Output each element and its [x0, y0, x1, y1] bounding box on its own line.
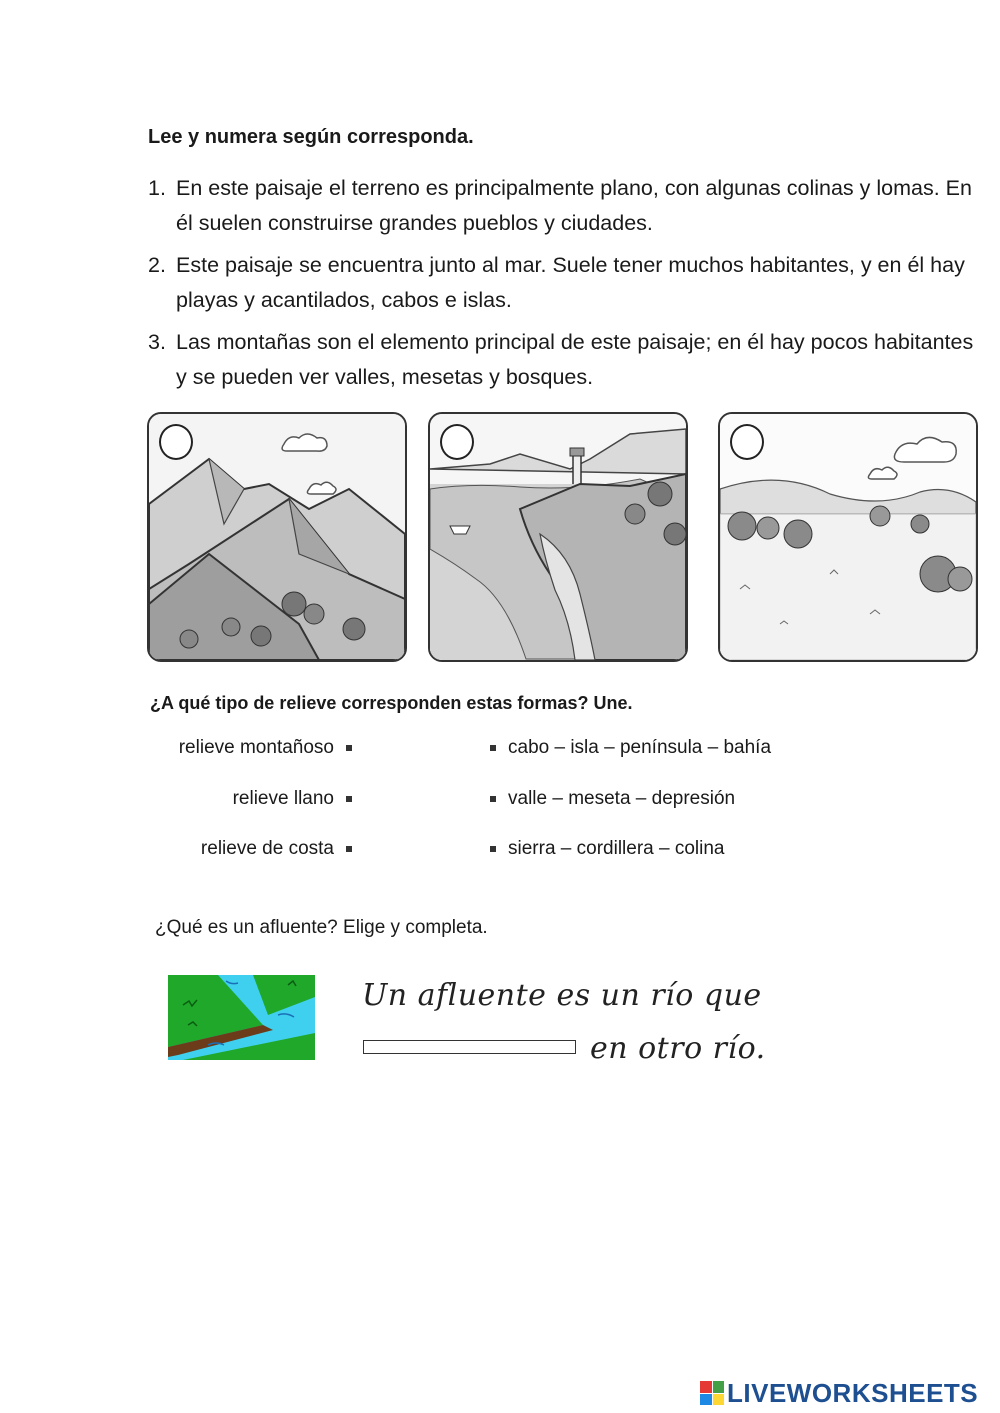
plain-picture [718, 412, 978, 662]
badge-square [713, 1394, 725, 1406]
brand-name: LIVEWORKSHEETS [727, 1377, 979, 1408]
statement-3 [148, 325, 978, 395]
badge-square [700, 1394, 712, 1406]
liveworksheets-logo [700, 1378, 978, 1408]
statement-1 [148, 171, 978, 241]
tributary-answer-input[interactable] [363, 1040, 576, 1054]
match-dot-left-3[interactable] [346, 846, 352, 852]
statement-2 [148, 248, 978, 318]
statement-text: Las montañas son el elemento principal de este paisaje; en él hay pocos habitantes y se pueden ver valles, mesetas y bosques. [176, 330, 974, 389]
badge-square [700, 1381, 712, 1393]
tributary-river-illustration [168, 975, 315, 1060]
statement-number: 3. [148, 330, 166, 354]
statement-number: 1. [148, 176, 166, 200]
exercise-1-title: Lee y numera según corresponda. [148, 126, 474, 148]
relief-type-mountain: relieve montañoso [178, 737, 334, 758]
mountain-picture [147, 412, 407, 662]
relief-type-plain: relieve llano [232, 788, 334, 809]
match-dot-left-2[interactable] [346, 796, 352, 802]
definition-line-1: Un afluente es un río que [362, 978, 762, 1013]
match-dot-right-3[interactable] [490, 846, 496, 852]
relief-type-coast: relieve de costa [200, 838, 334, 859]
definition-line-2: en otro río. [590, 1031, 766, 1066]
badge-square [713, 1381, 725, 1393]
coast-picture [428, 412, 688, 662]
relief-forms-plain: valle – meseta – depresión [508, 788, 736, 809]
exercise-2-title: ¿A qué tipo de relieve corresponden estas formas? Une. [150, 693, 633, 713]
statement-number: 2. [148, 253, 166, 277]
match-dot-right-2[interactable] [490, 796, 496, 802]
answer-circle-2[interactable] [440, 424, 474, 460]
answer-circle-3[interactable] [730, 424, 764, 460]
relief-forms-coast: cabo – isla – península – bahía [508, 737, 772, 758]
match-dot-right-1[interactable] [490, 745, 496, 751]
tributary-image [168, 975, 315, 1060]
answer-circle-1[interactable] [159, 424, 193, 460]
match-dot-left-1[interactable] [346, 745, 352, 751]
statement-text: Este paisaje se encuentra junto al mar. Suele tener muchos habitantes, y en él hay playas y acantilados, cabos e islas. [176, 253, 965, 312]
logo-badge-icon [700, 1381, 724, 1405]
relief-forms-mountain: sierra – cordillera – colina [508, 838, 725, 859]
statement-text: En este paisaje el terreno es principalmente plano, con algunas colinas y lomas. En él suelen construirse grandes pueblos y ciudades. [176, 176, 972, 235]
exercise-3-question: ¿Qué es un afluente? Elige y completa. [155, 917, 488, 938]
